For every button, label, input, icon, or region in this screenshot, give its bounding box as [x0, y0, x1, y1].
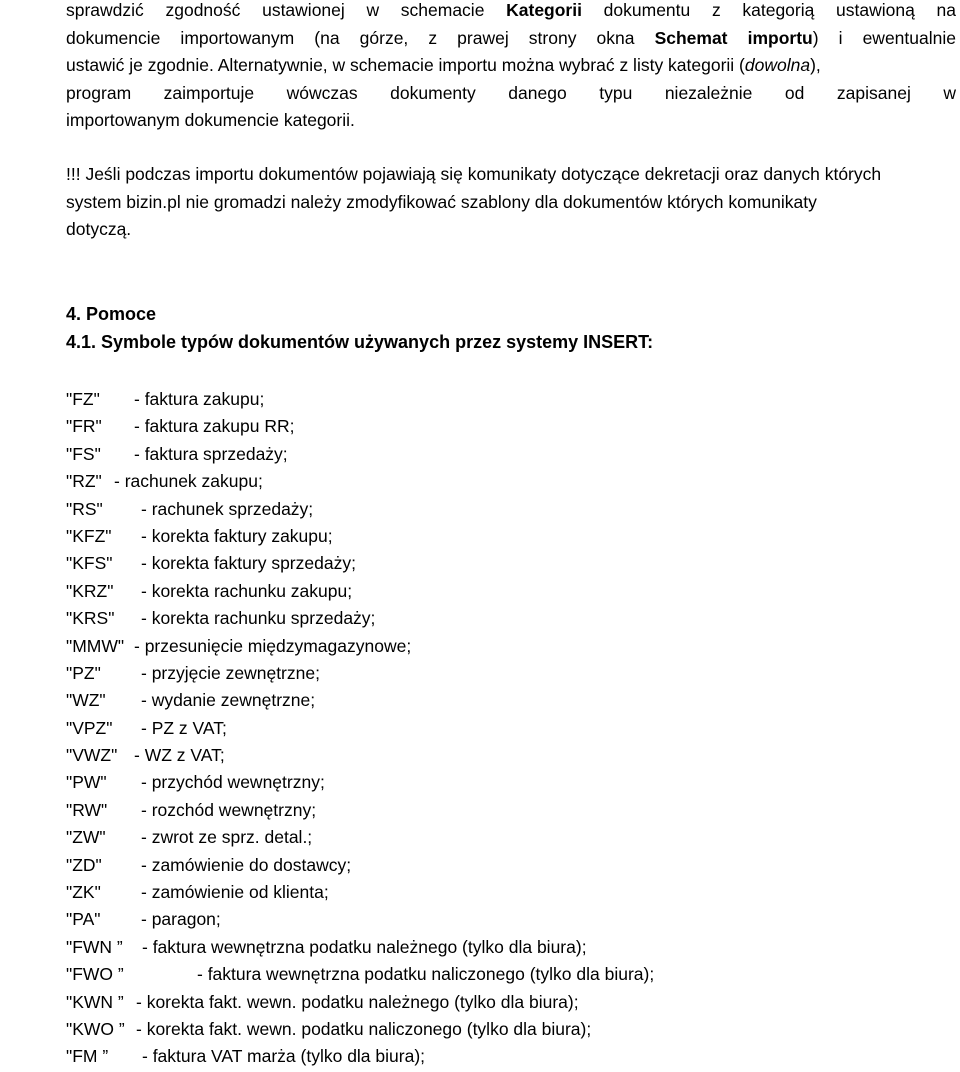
- italic-term-dowolna: dowolna: [744, 55, 811, 75]
- list-item: [66, 852, 352, 879]
- list-item: [66, 989, 579, 1016]
- symbol-description: - faktura sprzedaży;: [134, 443, 288, 464]
- symbol-code: "FS": [66, 443, 101, 464]
- text-run: ) i ewentualnie: [812, 27, 956, 48]
- symbol-description: - wydanie zewnętrzne;: [141, 690, 316, 711]
- symbol-description: - korekta rachunku zakupu;: [141, 580, 353, 601]
- bold-term-kategorii: Kategorii: [506, 0, 582, 20]
- text-run: dokumentu z kategorią ustawioną na: [581, 0, 957, 20]
- symbol-description: - PZ z VAT;: [141, 717, 227, 738]
- symbol-description: - WZ z VAT;: [134, 745, 225, 766]
- symbol-description: - zamówienie od klienta;: [141, 882, 329, 903]
- section-heading: 4. Pomoce: [66, 304, 157, 324]
- symbol-code: "KRS": [66, 608, 115, 629]
- symbol-code: "KWO ”: [66, 1018, 125, 1039]
- list-item: [66, 633, 412, 660]
- paragraph-category-note: [66, 0, 956, 135]
- symbol-code: "ZK": [66, 882, 101, 903]
- list-item: [66, 386, 265, 413]
- symbol-description: - rachunek zakupu;: [114, 471, 263, 492]
- symbol-description: - korekta faktury zakupu;: [141, 525, 333, 546]
- symbol-code: "PA": [66, 909, 101, 930]
- symbol-code: "FWN ”: [66, 936, 123, 957]
- list-item: [66, 715, 227, 742]
- subsection-heading: 4.1. Symbole typów dokumentów używanych przez systemy INSERT:: [66, 332, 654, 352]
- list-item: [66, 468, 263, 495]
- list-item: [66, 1043, 426, 1070]
- list-item: [66, 1016, 592, 1043]
- paragraph-line: [66, 52, 956, 80]
- paragraph-line: [66, 0, 956, 25]
- symbol-description: - faktura wewnętrzna podatku należnego (tylko dla biura);: [142, 936, 587, 957]
- list-item: [66, 824, 313, 851]
- list-item: [66, 797, 317, 824]
- list-item: [66, 413, 295, 440]
- symbol-list: [66, 386, 655, 1071]
- symbol-code: "FWO ”: [66, 964, 124, 985]
- symbol-code: "PW": [66, 772, 107, 793]
- symbol-code: "RW": [66, 799, 108, 820]
- symbol-description: - rozchód wewnętrzny;: [141, 799, 317, 820]
- symbol-code: "VWZ": [66, 745, 118, 766]
- paragraph-warning: [66, 161, 958, 244]
- symbol-code: "RS": [66, 498, 103, 519]
- text-run: ),: [810, 55, 821, 75]
- text-run: dokumencie importowanym (na górze, z prawej strony okna: [66, 27, 655, 48]
- list-item: [66, 687, 316, 714]
- list-item: [66, 660, 320, 687]
- list-item: [66, 550, 356, 577]
- symbol-description: - przesunięcie międzymagazynowe;: [134, 635, 412, 656]
- symbol-description: - korekta faktury sprzedaży;: [141, 553, 356, 574]
- paragraph-line: [66, 25, 956, 53]
- symbol-description: - przyjęcie zewnętrzne;: [141, 662, 320, 683]
- symbol-code: "KRZ": [66, 580, 114, 601]
- symbol-code: "KWN ”: [66, 991, 124, 1012]
- paragraph-line: !!! Jeśli podczas importu dokumentów pojawiają się komunikaty dotyczące dekretacji oraz danych których: [66, 164, 882, 184]
- symbol-code: "PZ": [66, 662, 101, 683]
- list-item: [66, 879, 329, 906]
- symbol-code: "FM ”: [66, 1046, 109, 1067]
- list-item: [66, 496, 314, 523]
- list-item: [66, 934, 587, 961]
- list-item: [66, 906, 221, 933]
- symbol-description: - korekta rachunku sprzedaży;: [141, 608, 376, 629]
- list-item: [66, 605, 376, 632]
- bold-term-schemat-importu: Schemat importu: [654, 27, 813, 48]
- text-run: ustawić je zgodnie. Alternatywnie, w schemacie importu można wybrać z listy kategorii (: [66, 55, 745, 75]
- paragraph-line: system bizin.pl nie gromadzi należy zmodyfikować szablony dla dokumentów których komunikaty: [66, 191, 817, 212]
- paragraph-line: dotyczą.: [66, 219, 132, 239]
- list-item: [66, 769, 325, 796]
- symbol-code: "KFZ": [66, 525, 112, 546]
- symbol-description: - faktura wewnętrzna podatku naliczonego (tylko dla biura);: [197, 964, 655, 985]
- symbol-description: - paragon;: [141, 909, 221, 930]
- symbol-code: "MMW": [66, 635, 125, 656]
- symbol-description: - faktura zakupu RR;: [134, 416, 295, 437]
- symbol-description: - korekta fakt. wewn. podatku należnego (tylko dla biura);: [136, 991, 579, 1012]
- paragraph-line: program zaimportuje wówczas dokumenty danego typu niezależnie od zapisanej w: [66, 82, 956, 103]
- list-item: [66, 742, 225, 769]
- symbol-code: "WZ": [66, 690, 106, 711]
- symbol-code: "FZ": [66, 389, 100, 409]
- symbol-description: - zwrot ze sprz. detal.;: [141, 827, 313, 848]
- list-item: [66, 961, 655, 988]
- list-item: [66, 441, 288, 468]
- symbol-code: "ZW": [66, 827, 106, 848]
- symbol-code: "VPZ": [66, 717, 113, 738]
- symbol-description: - rachunek sprzedaży;: [141, 498, 314, 519]
- list-item: [66, 578, 353, 605]
- symbol-description: - korekta fakt. wewn. podatku naliczonego (tylko dla biura);: [136, 1018, 592, 1039]
- symbol-description: - zamówienie do dostawcy;: [141, 854, 352, 875]
- paragraph-line: importowanym dokumencie kategorii.: [66, 110, 355, 130]
- symbol-code: "KFS": [66, 553, 113, 574]
- symbol-description: - faktura zakupu;: [134, 389, 265, 409]
- symbol-code: "FR": [66, 416, 102, 437]
- symbol-description: - faktura VAT marża (tylko dla biura);: [142, 1046, 426, 1067]
- text-run: sprawdzić zgodność ustawionej w schemacie: [66, 0, 507, 20]
- symbol-code: "RZ": [66, 471, 102, 492]
- symbol-code: "ZD": [66, 854, 102, 875]
- list-item: [66, 523, 333, 550]
- symbol-description: - przychód wewnętrzny;: [141, 772, 325, 793]
